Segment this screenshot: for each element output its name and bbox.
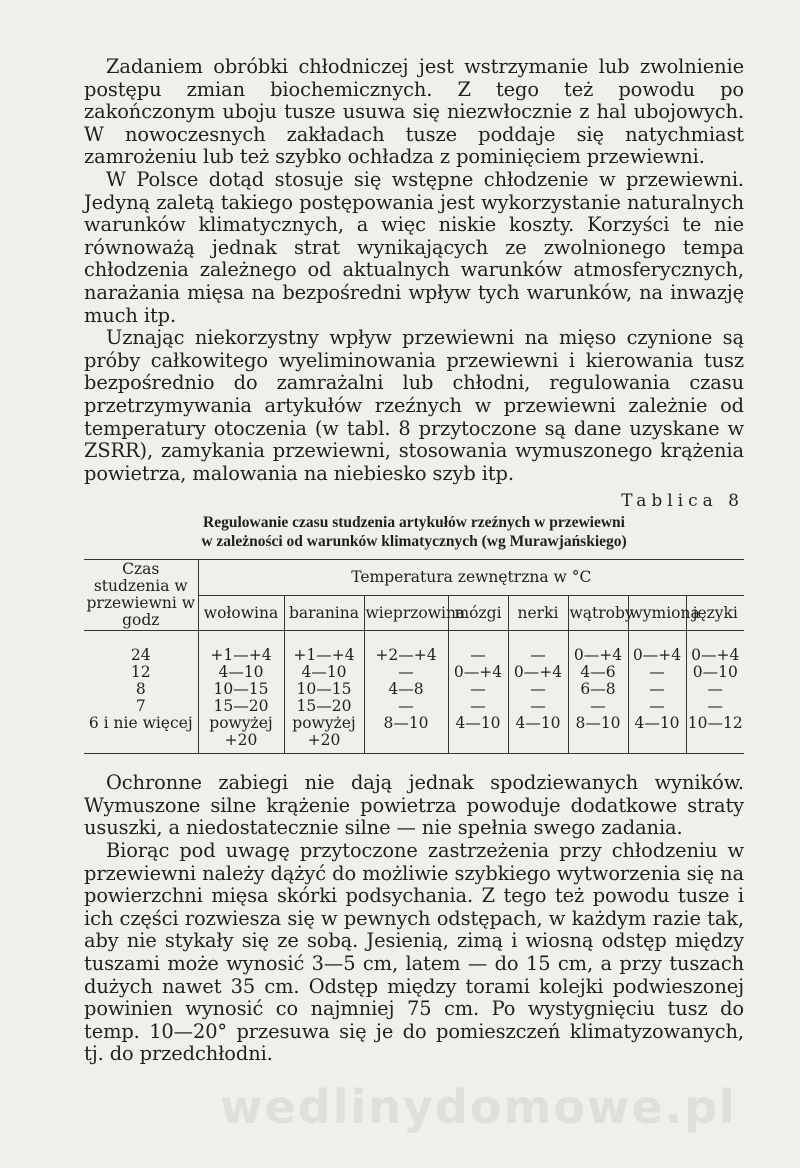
- table-title: [84, 513, 744, 551]
- table-title-line-2: w zależności od warunków klimatycznych (wg Murawjańskiego): [201, 533, 627, 551]
- time-cell: 6 i nie więcej: [84, 715, 198, 754]
- value-cell: 0—+4: [568, 631, 628, 665]
- time-cell: 8: [84, 681, 198, 698]
- value-cell: 4—10: [198, 664, 284, 681]
- value-cell: —: [508, 681, 568, 698]
- time-cell: 24: [84, 631, 198, 665]
- value-cell: 0—+4: [448, 664, 508, 681]
- table-row: [84, 698, 744, 715]
- value-cell: —: [686, 681, 744, 698]
- paragraph-3: Uznając niekorzystny wpływ przewiewni na mięso czynione są próby całkowitego wyeliminowania przewiewni i kierowania tusz bezpośrednio do zamrażalni lub chłodni, regulowania czasu przetrzymywania artykułów rzeźnych w przewiewni zależnie od temperatury otoczenia (w tabl. 8 przytoczone są dane uzyskane w ZSRR), zamykania przewiewni, stosowania wymuszonego krążenia powietrza, malowania na niebiesko szyb itp.: [84, 326, 744, 485]
- value-cell: 4—10: [448, 715, 508, 754]
- column-header: języki: [686, 595, 744, 631]
- value-cell: —: [628, 664, 686, 681]
- column-header: wątroby: [568, 595, 628, 631]
- watermark: wedlinydomowe.pl: [220, 1080, 737, 1134]
- value-cell: 0—+4: [686, 631, 744, 665]
- paragraph-2: W Polsce dotąd stosuje się wstępne chłodzenie w przewiewni. Jedyną zaletą takiego postępowania jest wykorzystanie naturalnych warunków klimatycznych, a więc niskie koszty. Korzyści te nie równoważą jednak strat wynikających ze zwolnionego tempa chłodzenia zależnego od aktualnych warunków atmosferycznych, narażania mięsa na bezpośredni wpływ tych warunków, na inwazję much itp.: [84, 167, 744, 327]
- value-cell: 8—10: [364, 715, 448, 754]
- paragraph-4: Ochronne zabiegi nie dają jednak spodziewanych wyników. Wymuszone silne krążenie powietrza powoduje dodatkowe straty ususzki, a niedostatecznie silne — nie spełnia swego zadania.: [84, 771, 744, 840]
- value-cell: 4—10: [508, 715, 568, 754]
- value-cell: 4—6: [568, 664, 628, 681]
- value-cell: powyżej +20: [198, 715, 284, 754]
- column-header: wymiona: [628, 595, 686, 631]
- value-cell: 0—10: [686, 664, 744, 681]
- value-cell: 4—10: [628, 715, 686, 754]
- value-cell: 10—15: [198, 681, 284, 698]
- table-label: Tablica 8: [621, 491, 744, 512]
- column-header: baranina: [284, 595, 364, 631]
- value-cell: 10—15: [284, 681, 364, 698]
- group-header: Temperatura zewnętrzna w °C: [198, 560, 744, 596]
- column-header: nerki: [508, 595, 568, 631]
- value-cell: —: [364, 664, 448, 681]
- value-cell: 15—20: [198, 698, 284, 715]
- paragraph-5: Biorąc pod uwagę przytoczone zastrzeżenia przy chłodzeniu w przewiewni należy dążyć do możliwie szybkiego wytworzenia się na powierzchni mięsa skórki podsychania. Z tego też powodu tusze i ich części rozwiesza się w pewnych odstępach, w każdym razie tak, aby nie stykały się ze sobą. Jesienią, zimą i wiosną odstęp między tuszami może wynosić 3—5 cm, latem — do 15 cm, a przy tuszach dużych nawet 35 cm. Odstęp między torami kolejki podwieszonej powinien wynosić co najmniej 75 cm. Po wystygnięciu tusz do temp. 10—20° przesuwa się je do pomieszczeń klimatyzowanych, tj. do przedchłodni.: [84, 839, 744, 1066]
- column-header: mózgi: [448, 595, 508, 631]
- time-cell: 7: [84, 698, 198, 715]
- value-cell: —: [628, 698, 686, 715]
- value-cell: 0—+4: [508, 664, 568, 681]
- column-header: wołowina: [198, 595, 284, 631]
- paragraph-1: Zadaniem obróbki chłodniczej jest wstrzymanie lub zwolnienie postępu zmian biochemicznych. Z tego też powodu po zakończonym uboju tusze usuwa się niezwłocznie z hal ubojowych. W nowoczesnych zakładach tusze poddaje się natychmiast zamrożeniu lub też szybko ochładza z pominięciem przewiewni.: [84, 55, 744, 169]
- value-cell: 0—+4: [628, 631, 686, 665]
- value-cell: —: [448, 681, 508, 698]
- value-cell: 4—8: [364, 681, 448, 698]
- value-cell: —: [628, 681, 686, 698]
- value-cell: 4—10: [284, 664, 364, 681]
- value-cell: powyżej +20: [284, 715, 364, 754]
- value-cell: —: [508, 631, 568, 665]
- value-cell: +1—+4: [284, 631, 364, 665]
- value-cell: —: [364, 698, 448, 715]
- column-header: wieprzowina: [364, 595, 448, 631]
- row-header: Czas studzenia w przewiewni w godz: [84, 560, 198, 631]
- table-row: [84, 631, 744, 665]
- value-cell: —: [508, 698, 568, 715]
- value-cell: 6—8: [568, 681, 628, 698]
- value-cell: —: [448, 631, 508, 665]
- time-cell: 12: [84, 664, 198, 681]
- value-cell: 15—20: [284, 698, 364, 715]
- value-cell: —: [568, 698, 628, 715]
- table-row: [84, 664, 744, 681]
- table-row: [84, 681, 744, 698]
- value-cell: 10—12: [686, 715, 744, 754]
- table-title-line-1: Regulowanie czasu studzenia artykułów rzeźnych w przewiewni: [203, 514, 625, 532]
- cooling-time-table: [84, 559, 744, 754]
- page: [84, 56, 744, 1066]
- table-row: [84, 715, 744, 754]
- value-cell: —: [448, 698, 508, 715]
- value-cell: 8—10: [568, 715, 628, 754]
- value-cell: +1—+4: [198, 631, 284, 665]
- value-cell: —: [686, 698, 744, 715]
- value-cell: +2—+4: [364, 631, 448, 665]
